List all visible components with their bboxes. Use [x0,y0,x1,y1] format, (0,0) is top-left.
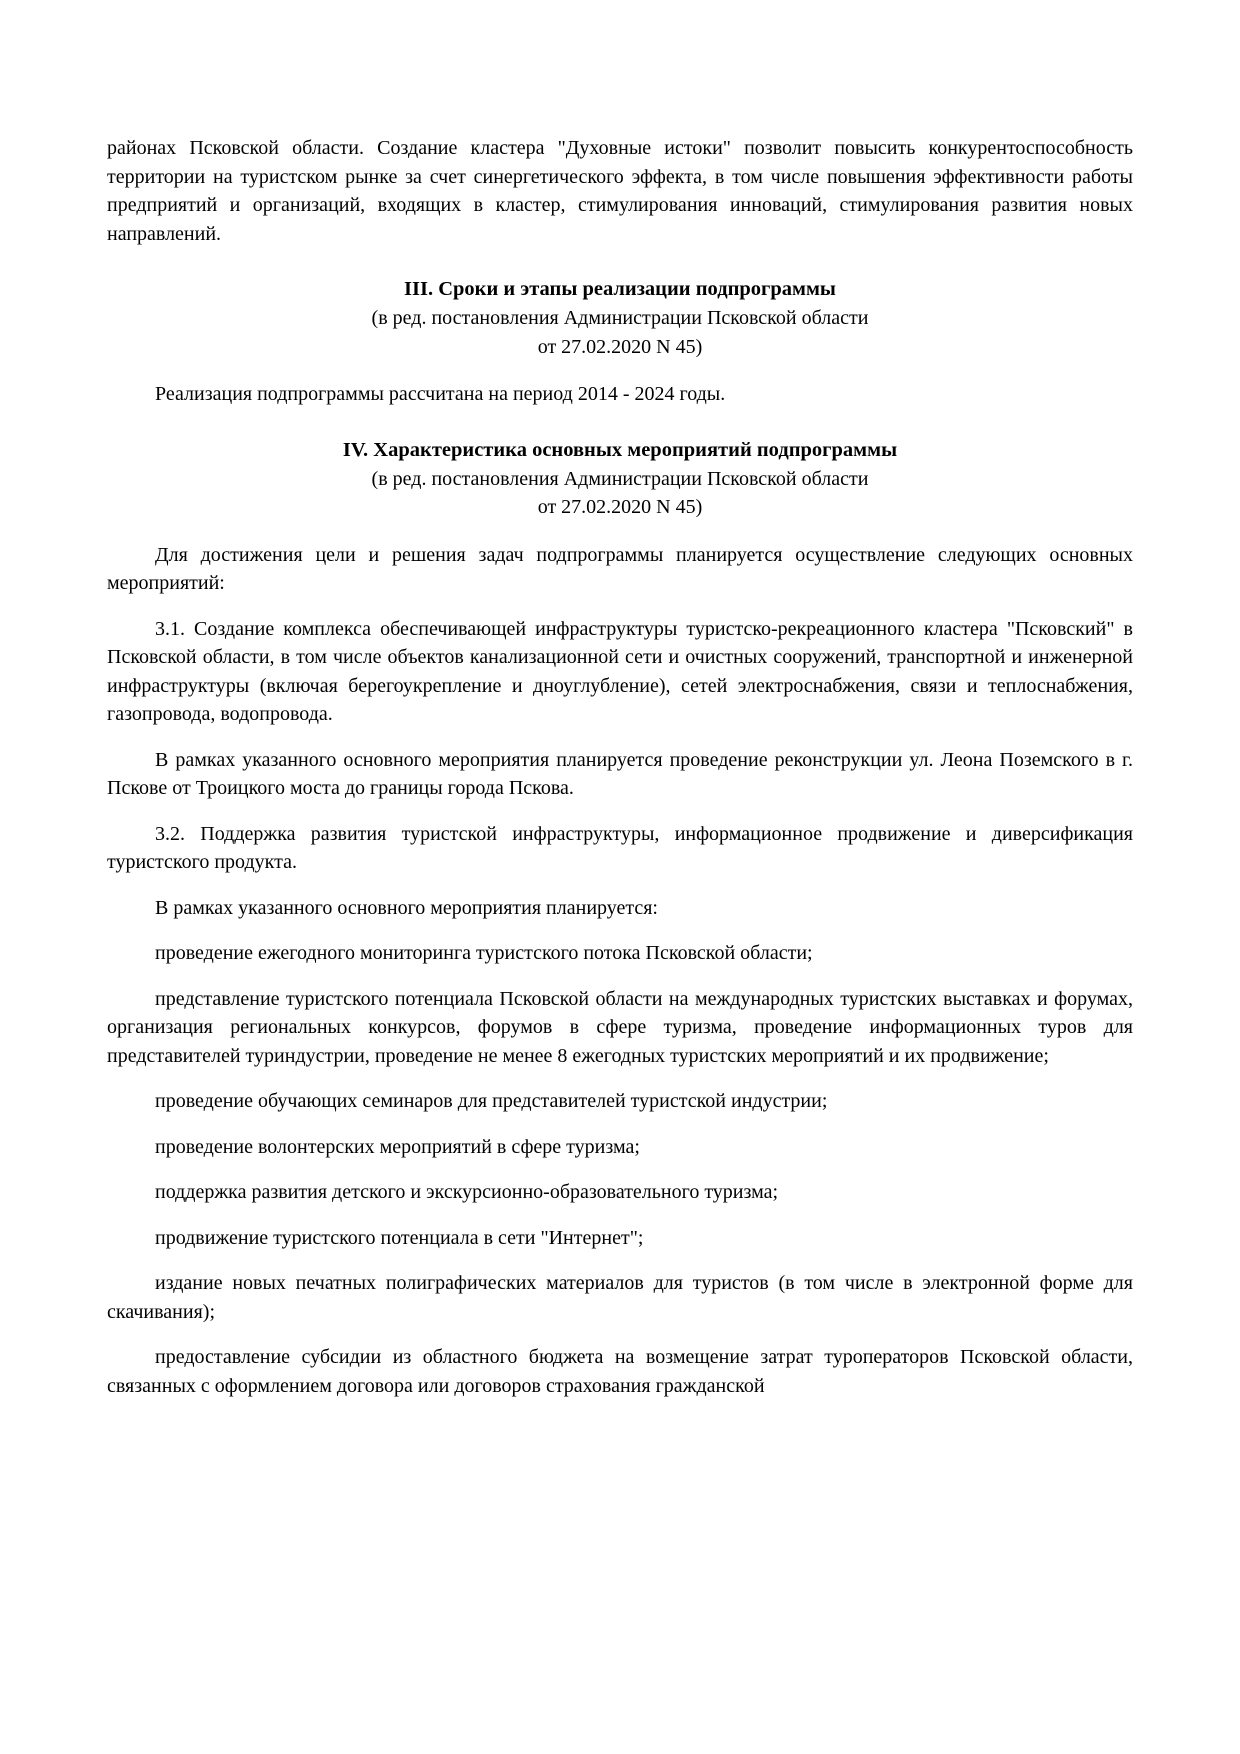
paragraph-implementation-period: Реализация подпрограммы рассчитана на период 2014 - 2024 годы. [155,383,726,405]
amendment-note-line1: (в ред. постановления Администрации Псковской области [371,307,869,329]
paragraph-3-2: 3.2. Поддержка развития туристской инфраструктуры, информационное продвижение и диверсификация туристского продукта. [107,822,1133,873]
section-heading-iii: III. Сроки и этапы реализации подпрограммы [404,278,836,300]
paragraph-volunteer-events: проведение волонтерских мероприятий в сфере туризма; [155,1135,640,1158]
paragraph-cluster-intro: районах Псковской области. Создание кластера "Духовные истоки" позволит повысить конкурентоспособность территории на туристском рынке за счет синергетического эффекта, в том числе повышения эффективности работы предприятий и организаций, входящих в кластер, стимулирования инноваций, стимулирования развития новых направлений. [107,137,1133,245]
paragraph-exhibitions: представление туристского потенциала Псковской области на международных туристских выставках и форумах, организация региональных конкурсов, форумов в сфере туризма, проведение информационных туров для представителей туриндустрии, проведение не менее 8 ежегодных туристских мероприятий и их продвижение; [107,987,1133,1067]
amendment-note-line2: от 27.02.2020 N 45) [537,496,703,518]
section-heading-iv: IV. Характеристика основных мероприятий подпрограммы [342,438,898,461]
paragraph-children-tourism: поддержка развития детского и экскурсионно-образовательного туризма; [155,1181,779,1203]
paragraph-subsidies: предоставление субсидии из областного бюджета на возмещение затрат туроператоров Псковской области, связанных с оформлением договора или договоров страхования гражданской [107,1346,1133,1397]
amendment-note-line1: (в ред. постановления Администрации Псковской области [371,467,869,490]
paragraph-3-1: 3.1. Создание комплекса обеспечивающей инфраструктуры туристско-рекреационного кластера "Псковский" в Псковской области, в том числе объектов канализационной сети и очистных сооружений, транспортной и инженерной инфраструктуры (включая берегоукрепление и дноуглубление), сетей электроснабжения, связи и теплоснабжения, газопровода, водопровода. [107,617,1133,725]
paragraph-internet-promotion: продвижение туристского потенциала в сети "Интернет"; [155,1226,644,1249]
amendment-note-line2: от 27.02.2020 N 45) [537,335,703,358]
paragraph-goals-intro: Для достижения цели и решения задач подпрограммы планируется осуществление следующих основных мероприятий: [107,543,1133,594]
paragraph-monitoring: проведение ежегодного мониторинга туристского потока Псковской области; [155,942,813,964]
paragraph-printed-materials: издание новых печатных полиграфических материалов для туристов (в том числе в электронной форме для скачивания); [107,1272,1133,1323]
paragraph-seminars: проведение обучающих семинаров для представителей туристской индустрии; [155,1090,828,1112]
paragraph-3-1-details: В рамках указанного основного мероприятия планируется проведение реконструкции ул. Леона Поземского в г. Пскове от Троицкого моста до границы города Пскова. [107,748,1133,799]
paragraph-3-2-intro: В рамках указанного основного мероприятия планируется: [155,896,658,919]
